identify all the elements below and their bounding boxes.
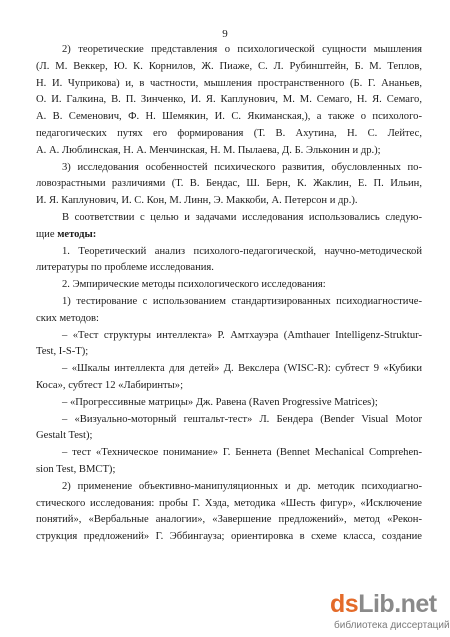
watermark-logo xyxy=(330,590,437,619)
text-line: ловозрастными различиями (Т. В. Бендас, Ш. Берн, К. Жаклин, Е. П. Ильин, xyxy=(36,178,422,190)
text-line: 3) исследования особенностей психического развития, обусловленных по- xyxy=(62,161,422,173)
methods-heading: методы: xyxy=(57,228,97,240)
text-line: – «Тест структуры интеллекта» Р. Амтхауэра (Amthauer Intelligenz-Struktur- xyxy=(62,329,422,341)
text-line: стического исследования: пробы Г. Хэда, методика «Шесть фигур», «Исключение xyxy=(36,497,422,509)
text-line: – «Прогрессивные матрицы» Дж. Равена (Raven Progressive Matrices); xyxy=(62,396,378,408)
text-line: ских методов: xyxy=(36,312,99,324)
text-line: 1) тестирование с использованием стандартизированных психодиагностиче- xyxy=(62,295,422,307)
body-text xyxy=(36,42,422,546)
watermark-logo-net: .net xyxy=(394,590,437,618)
text-line: – «Шкалы интеллекта для детей» Д. Векслера (WISC-R): субтест 9 «Кубики xyxy=(62,363,422,375)
text-line: Test, I-S-T); xyxy=(36,346,89,358)
text-line: – «Визуально-моторный гештальт-тест» Л. Бендера (Bender Visual Motor xyxy=(62,413,422,425)
text-line: О. И. Галкина, В. П. Зинченко, И. Я. Каплунович, М. М. Семаго, Н. Я. Семаго, xyxy=(36,94,422,106)
text-line: 2. Эмпирические методы психологического исследования: xyxy=(62,279,326,291)
watermark-logo-ds: ds xyxy=(330,590,359,618)
dslib-watermark xyxy=(330,590,450,631)
text-line: педагогических путях его формирования (Т. В. Ахутина, Н. С. Лейтес, xyxy=(36,127,422,139)
text-line: А. В. Семенович, Ф. Н. Шемякин, И. С. Якиманская,), а также о психолого- xyxy=(36,111,422,123)
text-line: струкция предложений» Г. Эббингауза; ориентировка в схеме класса, создание xyxy=(36,531,422,543)
text-line: 1. Теоретический анализ психолого-педагогической, научно-методической xyxy=(62,245,422,257)
page-number: 9 xyxy=(222,28,228,40)
text-line: А. А. Люблинская, Н. А. Менчинская, Н. М. Пылаева, Д. Б. Эльконин и др.); xyxy=(36,144,381,156)
text-line: sion Test, BMCT); xyxy=(36,463,116,475)
text-line: 2) применение объективно-манипуляционных и др. методик психодиагно- xyxy=(62,480,422,492)
text-line: Gestalt Test); xyxy=(36,430,93,442)
text-line: понятий», «Вербальные аналогии», «Завершение предложений», метод «Рекон- xyxy=(36,514,422,526)
text-line: – тест «Техническое понимание» Г. Беннета (Bennet Mechanical Comprehen- xyxy=(62,447,422,459)
watermark-subtitle: библиотека диссертаций xyxy=(334,620,450,631)
text-line: (Л. М. Веккер, Ю. К. Корнилов, Ж. Пиаже, С. Л. Рубинштейн, Б. М. Теплов, xyxy=(36,60,422,72)
text-line: И. Я. Каплунович, И. С. Кон, М. Линн, Э. Маккоби, А. Петерсон и др.). xyxy=(36,195,358,207)
text-line: В соответствии с целью и задачами исследования использовались следую- xyxy=(62,211,422,223)
text-line: литературы по проблеме исследования. xyxy=(36,262,214,274)
watermark-logo-lib: Lib xyxy=(358,590,395,618)
text-line: Коса», субтест 12 «Лабиринты»; xyxy=(36,379,184,391)
text-run: щие xyxy=(36,228,58,240)
text-line xyxy=(36,227,422,244)
text-line: Н. И. Чуприкова) и, в частности, мышления пространственного (Б. Г. Ананьев, xyxy=(36,77,422,89)
text-line: 2) теоретические представления о психологической сущности мышления xyxy=(62,44,422,55)
